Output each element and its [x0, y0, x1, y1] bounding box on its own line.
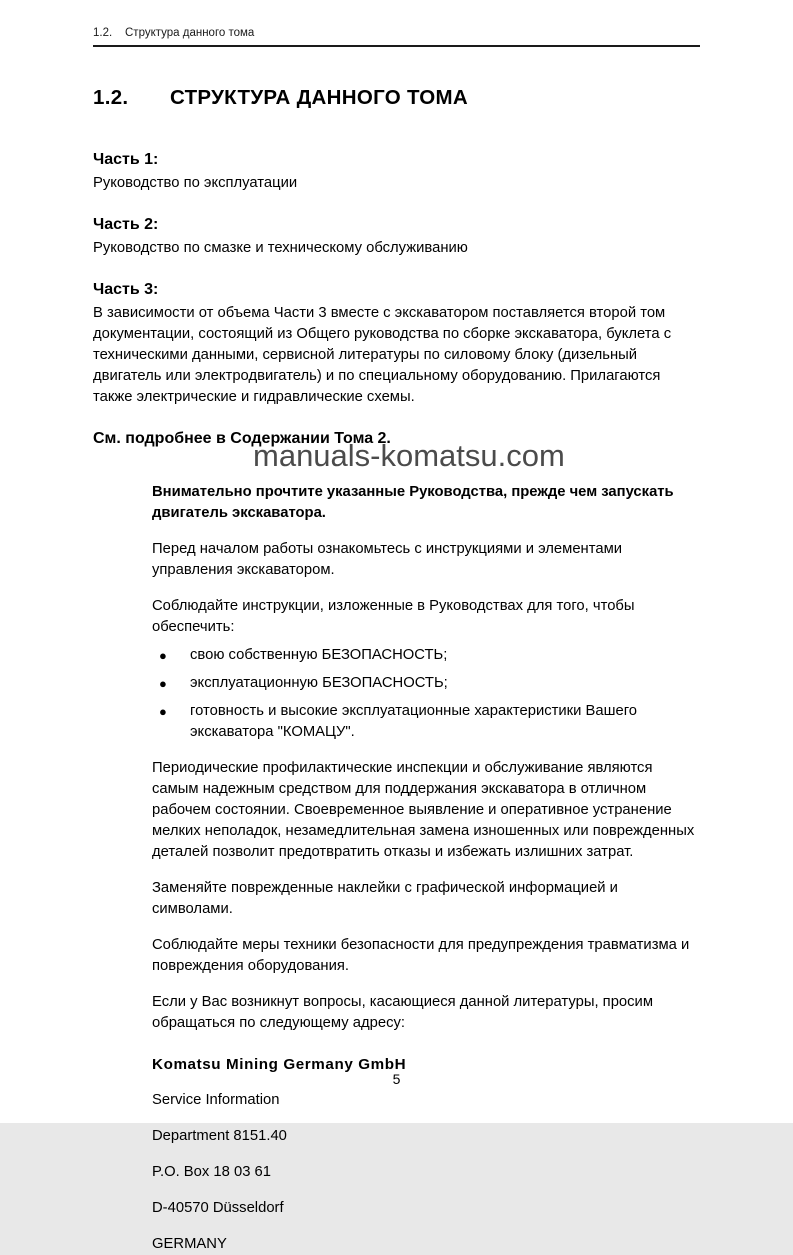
part-1-heading: Часть 1:	[93, 151, 159, 168]
notice-paragraph-6: Если у Вас возникнут вопросы, касающиеся данной литературы, просим обращаться по следующему адресу:	[152, 994, 653, 1031]
list-item	[152, 701, 700, 743]
safety-bullet-list	[152, 645, 700, 743]
address-line: Department 8151.40	[152, 1128, 287, 1144]
notice-paragraph-2: Соблюдайте инструкции, изложенные в Руководствах для того, чтобы обеспечить:	[152, 598, 635, 635]
running-header-section-title: Структура данного тома	[125, 27, 255, 39]
part-2-heading: Часть 2:	[93, 216, 159, 233]
bullet-icon: ●	[159, 648, 167, 663]
running-header	[93, 27, 700, 47]
part-3-section	[93, 280, 703, 408]
part-1-body: Руководство по эксплуатации	[93, 175, 298, 191]
watermark-text: manuals-komatsu.com	[253, 438, 565, 473]
bullet-icon: ●	[159, 704, 167, 719]
list-item	[152, 673, 700, 694]
notice-paragraph-5: Соблюдайте меры техники безопасности для предупреждения травматизма и повреждения оборудования.	[152, 937, 690, 974]
list-item	[152, 645, 700, 666]
page-title	[93, 86, 703, 110]
page-content	[93, 86, 703, 1255]
part-1-section	[93, 150, 703, 194]
address-line: D-40570 Düsseldorf	[152, 1200, 284, 1216]
part-2-body: Руководство по смазке и техническому обслуживанию	[93, 240, 468, 256]
notice-paragraph-4: Заменяйте поврежденные наклейки с графической информацией и символами.	[152, 880, 618, 917]
address-line: Service Information	[152, 1092, 280, 1108]
bullet-text: свою собственную БЕЗОПАСНОСТЬ;	[190, 647, 448, 663]
address-line: P.O. Box 18 03 61	[152, 1164, 272, 1180]
bullet-icon: ●	[159, 676, 167, 691]
see-more-note: См. подробнее в Содержании Тома 2.	[93, 430, 391, 447]
page-number: 5	[392, 1071, 401, 1087]
notice-paragraph-3: Периодические профилактические инспекции и обслуживание являются самым надежным средством для поддержания экскаватора в отличном рабочем состоянии. Своевременное выявление и оперативное устранение мелких неполадок, незамедлительная замена изношенных или поврежденных деталей позволит предотвратить отказы и избежать излишних затрат.	[152, 760, 695, 860]
notice-intro: Внимательно прочтите указанные Руководства, прежде чем запускать двигатель экскаватора.	[152, 484, 674, 521]
part-3-heading: Часть 3:	[93, 281, 159, 298]
address-line: GERMANY	[152, 1236, 227, 1252]
bullet-text: готовность и высокие эксплуатационные характеристики Вашего экскаватора "КОМАЦУ".	[190, 703, 638, 740]
page-title-number: 1.2.	[93, 86, 129, 109]
bullet-text: эксплуатационную БЕЗОПАСНОСТЬ;	[190, 675, 448, 691]
running-header-section-number: 1.2.	[93, 27, 113, 39]
page-title-text: СТРУКТУРА ДАННОГО ТОМА	[170, 86, 469, 109]
notice-block	[152, 482, 700, 1255]
company-name: Komatsu Mining Germany GmbH	[152, 1056, 407, 1073]
notice-paragraph-1: Перед началом работы ознакомьтесь с инструкциями и элементами управления экскаватором.	[152, 541, 623, 578]
part-2-section	[93, 215, 703, 259]
part-3-body: В зависимости от объема Части 3 вместе с экскаватором поставляется второй том документации, состоящий из Общего руководства по сборке экскаватора, буклета с техническими данными, сервисной литературы по силовому блоку (дизельный двигатель или электродвигатель) и по специальному оборудованию. Прилагаются также электрические и гидравлические схемы.	[93, 305, 672, 405]
